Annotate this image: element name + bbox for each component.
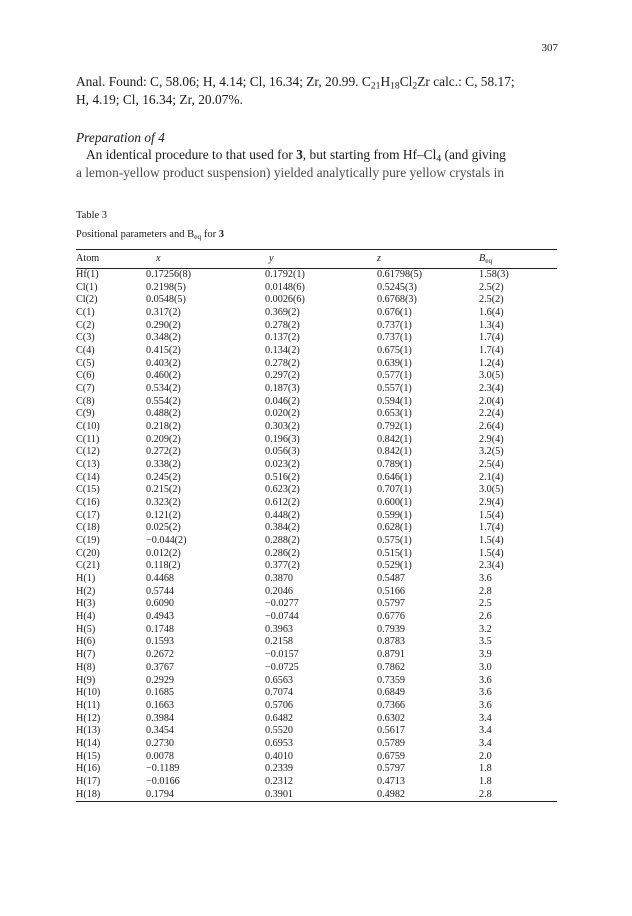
cell-beq: 3.4 xyxy=(479,712,492,724)
cell-x: 0.0548(5) xyxy=(146,294,186,306)
cell-x: 0.403(2) xyxy=(146,357,181,369)
cell-atom: C(4) xyxy=(76,345,95,357)
table-title-subscript: eq xyxy=(194,231,202,241)
cell-beq: 2.0(4) xyxy=(479,395,504,407)
cell-y: 0.6482 xyxy=(265,712,294,724)
cell-y: −0.0157 xyxy=(265,649,299,661)
cell-beq: 1.5(4) xyxy=(479,535,504,547)
cell-atom: H(10) xyxy=(76,687,101,699)
cell-y: 0.3870 xyxy=(265,573,294,585)
cell-atom: H(4) xyxy=(76,611,96,623)
table-row xyxy=(76,370,557,383)
paragraph-text: , but starting from Hf–Cl xyxy=(302,147,437,162)
cell-atom: C(10) xyxy=(76,421,100,433)
cell-atom: C(13) xyxy=(76,459,100,471)
cell-y: −0.0744 xyxy=(265,611,299,623)
cell-x: 0.209(2) xyxy=(146,433,181,445)
cell-z: 0.6849 xyxy=(377,687,406,699)
table-row xyxy=(76,649,557,662)
cell-y: 0.278(2) xyxy=(265,357,300,369)
cell-atom: C(6) xyxy=(76,370,95,382)
cell-atom: H(17) xyxy=(76,775,101,787)
cell-z: 0.6759 xyxy=(377,750,406,762)
table-row xyxy=(76,383,557,396)
header-beq-subscript: eq xyxy=(485,255,493,265)
cell-y: 0.516(2) xyxy=(265,471,300,483)
cell-z: 0.5487 xyxy=(377,573,406,585)
cell-y: 0.0026(6) xyxy=(265,294,305,306)
cell-x: 0.415(2) xyxy=(146,345,181,357)
cell-z: 0.61798(5) xyxy=(377,269,422,280)
cell-x: 0.488(2) xyxy=(146,408,181,420)
cell-x: 0.554(2) xyxy=(146,395,181,407)
cell-beq: 1.3(4) xyxy=(479,319,504,331)
cell-beq: 3.6 xyxy=(479,674,492,686)
table-row xyxy=(76,358,557,371)
cell-z: 0.737(1) xyxy=(377,319,412,331)
cell-z: 0.529(1) xyxy=(377,560,412,572)
table-row xyxy=(76,408,557,421)
cell-atom: H(11) xyxy=(76,699,100,711)
cell-atom: H(14) xyxy=(76,737,101,749)
cell-y: 0.134(2) xyxy=(265,345,300,357)
cell-atom: C(19) xyxy=(76,535,100,547)
cell-atom: C(17) xyxy=(76,509,100,521)
cell-z: 0.676(1) xyxy=(377,307,412,319)
table-body xyxy=(76,269,557,802)
cell-atom: C(21) xyxy=(76,560,100,572)
cell-z: 0.7862 xyxy=(377,661,406,673)
cell-y: 0.187(3) xyxy=(265,383,300,395)
cell-atom: H(1) xyxy=(76,573,96,585)
cell-y: 0.384(2) xyxy=(265,522,300,534)
table-row xyxy=(76,421,557,434)
positional-parameters-table xyxy=(76,249,557,802)
cell-x: 0.272(2) xyxy=(146,446,181,458)
cell-z: 0.7359 xyxy=(377,674,406,686)
cell-atom: Hf(1) xyxy=(76,269,99,280)
cell-atom: C(9) xyxy=(76,408,95,420)
cell-x: 0.2198(5) xyxy=(146,281,186,293)
cell-atom: H(2) xyxy=(76,585,96,597)
table-row xyxy=(76,320,557,333)
cell-y: 0.196(3) xyxy=(265,433,300,445)
cell-z: 0.737(1) xyxy=(377,332,412,344)
table-row xyxy=(76,662,557,675)
header-x xyxy=(146,250,265,269)
cell-atom: H(18) xyxy=(76,789,146,802)
cell-beq: 3.6 xyxy=(479,699,492,711)
cell-z: 0.7366 xyxy=(377,699,406,711)
cell-x: 0.1593 xyxy=(146,636,175,648)
cell-beq: 2.0 xyxy=(479,750,492,762)
cell-x: 0.4943 xyxy=(146,611,175,623)
cell-x: −0.044(2) xyxy=(146,535,187,547)
cell-y: 0.2339 xyxy=(265,763,294,775)
analysis-calc: calc.: C, 58.17; xyxy=(429,74,515,89)
header-x-label: x xyxy=(156,253,161,264)
cell-z: 0.8783 xyxy=(377,636,406,648)
cell-atom: C(12) xyxy=(76,446,100,458)
table-row xyxy=(76,751,557,764)
table-row xyxy=(76,497,557,510)
cell-x: −0.0166 xyxy=(146,775,180,787)
cell-y: 0.1792(1) xyxy=(265,269,305,280)
compound-ref: 3 xyxy=(296,147,303,162)
cell-y: 0.297(2) xyxy=(265,370,300,382)
cell-z: 0.842(1) xyxy=(377,446,412,458)
table-row xyxy=(76,586,557,599)
cell-x: 0.317(2) xyxy=(146,307,181,319)
cell-y: 0.5520 xyxy=(265,725,294,737)
cell-z: 0.628(1) xyxy=(377,522,412,534)
table-row xyxy=(76,636,557,649)
table-row xyxy=(76,434,557,447)
table-row xyxy=(76,535,557,548)
cell-atom: H(16) xyxy=(76,763,101,775)
header-z-label: z xyxy=(377,253,381,264)
cell-atom: H(6) xyxy=(76,636,96,648)
cell-y: 0.023(2) xyxy=(265,459,300,471)
cell-x: 0.118(2) xyxy=(146,560,181,572)
cell-beq: 3.4 xyxy=(479,737,492,749)
cell-z: 0.7939 xyxy=(377,623,406,635)
cell-x: 0.121(2) xyxy=(146,509,181,521)
cell-z: 0.5166 xyxy=(377,585,406,597)
cell-beq: 3.2(5) xyxy=(479,446,504,458)
paragraph-text: An identical procedure to that used for xyxy=(86,147,297,162)
table-title-text: for xyxy=(201,229,219,240)
cell-beq: 3.0 xyxy=(479,661,492,673)
header-z xyxy=(377,250,479,269)
table-row xyxy=(76,560,557,573)
formula-subscript: 18 xyxy=(390,80,400,92)
cell-atom: C(1) xyxy=(76,307,95,319)
cell-beq: 1.7(4) xyxy=(479,332,504,344)
cell-z: 0.575(1) xyxy=(377,535,412,547)
table-row xyxy=(76,763,557,776)
table-row xyxy=(76,472,557,485)
table-row xyxy=(76,624,557,637)
cell-x: 0.1794 xyxy=(146,789,265,802)
cell-beq: 2.8 xyxy=(479,789,557,802)
cell-beq: 1.8 xyxy=(479,763,492,775)
cell-x: 0.2672 xyxy=(146,649,175,661)
cell-x: 0.025(2) xyxy=(146,522,181,534)
cell-y: 0.2046 xyxy=(265,585,294,597)
cell-z: 0.653(1) xyxy=(377,408,412,420)
cell-x: 0.2929 xyxy=(146,674,175,686)
cell-x: 0.3767 xyxy=(146,661,175,673)
table-row xyxy=(76,725,557,738)
analysis-found: Anal. Found: C, 58.06; H, 4.14; Cl, 16.34; Zr, 20.99. C xyxy=(76,74,371,89)
table-row xyxy=(76,598,557,611)
table-row xyxy=(76,446,557,459)
cell-y: 0.6953 xyxy=(265,737,294,749)
formula-zr: Zr xyxy=(417,74,430,89)
cell-atom: H(5) xyxy=(76,623,96,635)
cell-atom: C(11) xyxy=(76,433,100,445)
cell-z: 0.600(1) xyxy=(377,497,412,509)
cell-x: 0.012(2) xyxy=(146,547,181,559)
cell-z: 0.515(1) xyxy=(377,547,412,559)
table-row xyxy=(76,548,557,561)
page-number: 307 xyxy=(541,42,558,54)
cell-x: 0.290(2) xyxy=(146,319,181,331)
cell-atom: H(3) xyxy=(76,598,96,610)
table-label: Table 3 xyxy=(76,210,108,221)
table-row xyxy=(76,269,557,282)
table-row xyxy=(76,396,557,409)
table-title xyxy=(76,229,224,240)
cell-y: 0.303(2) xyxy=(265,421,300,433)
table-row xyxy=(76,776,557,789)
cell-y: 0.020(2) xyxy=(265,408,300,420)
cell-z: 0.577(1) xyxy=(377,370,412,382)
cell-z: 0.4713 xyxy=(377,775,406,787)
cell-x: −0.1189 xyxy=(146,763,180,775)
paragraph-subscript: 4 xyxy=(436,153,442,165)
cell-atom: Cl(2) xyxy=(76,294,98,306)
cell-beq: 2.5(4) xyxy=(479,459,504,471)
table-row xyxy=(76,332,557,345)
table-row xyxy=(76,282,557,295)
table-row xyxy=(76,510,557,523)
cell-atom: H(8) xyxy=(76,661,96,673)
cell-beq: 2.2(4) xyxy=(479,408,504,420)
cell-beq: 3.9 xyxy=(479,649,492,661)
cell-x: 0.245(2) xyxy=(146,471,181,483)
table-row xyxy=(76,611,557,624)
cell-y: 0.286(2) xyxy=(265,547,300,559)
cell-z: 0.792(1) xyxy=(377,421,412,433)
cell-y: 0.2158 xyxy=(265,636,294,648)
paragraph-text: (and giving xyxy=(441,147,506,162)
cell-beq: 3.5 xyxy=(479,636,492,648)
cell-y: 0.3901 xyxy=(265,789,377,802)
cell-y: −0.0277 xyxy=(265,598,299,610)
header-atom: Atom xyxy=(76,250,146,269)
cell-atom: C(2) xyxy=(76,319,95,331)
cell-z: 0.789(1) xyxy=(377,459,412,471)
header-y xyxy=(265,250,377,269)
cell-beq: 3.6 xyxy=(479,687,492,699)
cell-y: 0.7074 xyxy=(265,687,294,699)
cell-beq: 2.6 xyxy=(479,611,492,623)
table-title-text: Positional parameters and B xyxy=(76,229,195,240)
cell-x: 0.4468 xyxy=(146,573,175,585)
cell-x: 0.348(2) xyxy=(146,332,181,344)
cell-z: 0.675(1) xyxy=(377,345,412,357)
cell-z: 0.6768(3) xyxy=(377,294,417,306)
cell-atom: H(7) xyxy=(76,649,96,661)
table-row xyxy=(76,459,557,472)
cell-y: 0.056(3) xyxy=(265,446,300,458)
cell-x: 0.1663 xyxy=(146,699,175,711)
cell-x: 0.6090 xyxy=(146,598,175,610)
cell-x: 0.1748 xyxy=(146,623,175,635)
cell-x: 0.5744 xyxy=(146,585,175,597)
cell-beq: 3.4 xyxy=(479,725,492,737)
cell-beq: 3.2 xyxy=(479,623,492,635)
cell-beq: 2.9(4) xyxy=(479,497,504,509)
table-row xyxy=(76,789,557,802)
cell-z: 0.8791 xyxy=(377,649,406,661)
cell-atom: H(13) xyxy=(76,725,101,737)
cell-atom: C(14) xyxy=(76,471,100,483)
header-beq-label: B xyxy=(479,253,486,264)
cell-beq: 1.2(4) xyxy=(479,357,504,369)
cell-x: 0.338(2) xyxy=(146,459,181,471)
section-heading: Preparation of 4 xyxy=(76,130,165,145)
cell-atom: H(9) xyxy=(76,674,96,686)
cell-y: 0.3963 xyxy=(265,623,294,635)
cell-beq: 3.6 xyxy=(479,573,492,585)
cell-y: 0.612(2) xyxy=(265,497,300,509)
table-row xyxy=(76,700,557,713)
cell-y: 0.6563 xyxy=(265,674,294,686)
cell-beq: 2.5(2) xyxy=(479,281,504,293)
cell-x: 0.3984 xyxy=(146,712,175,724)
cell-x: 0.534(2) xyxy=(146,383,181,395)
cell-beq: 2.6(4) xyxy=(479,421,504,433)
cell-atom: C(7) xyxy=(76,383,95,395)
cell-atom: C(5) xyxy=(76,357,95,369)
header-beq xyxy=(479,250,557,269)
cell-x: 0.0078 xyxy=(146,750,175,762)
cell-z: 0.599(1) xyxy=(377,509,412,521)
cell-z: 0.5617 xyxy=(377,725,406,737)
cell-y: 0.288(2) xyxy=(265,535,300,547)
cell-z: 0.5789 xyxy=(377,737,406,749)
table-row xyxy=(76,738,557,751)
formula-h: H xyxy=(380,74,391,89)
cell-y: 0.623(2) xyxy=(265,484,300,496)
cell-beq: 2.8 xyxy=(479,585,492,597)
table-row xyxy=(76,713,557,726)
header-y-label: y xyxy=(269,253,274,264)
cell-beq: 3.0(5) xyxy=(479,370,504,382)
cell-beq: 2.9(4) xyxy=(479,433,504,445)
formula-subscript: 2 xyxy=(412,80,418,92)
cell-z: 0.639(1) xyxy=(377,357,412,369)
cell-y: 0.4010 xyxy=(265,750,294,762)
table-row xyxy=(76,294,557,307)
cell-z: 0.5245(3) xyxy=(377,281,417,293)
cell-atom: C(20) xyxy=(76,547,100,559)
cell-y: 0.377(2) xyxy=(265,560,300,572)
formula-subscript: 21 xyxy=(370,80,381,92)
cell-beq: 1.58(3) xyxy=(479,269,509,280)
table-row xyxy=(76,687,557,700)
cell-z: 0.5797 xyxy=(377,763,406,775)
cell-x: 0.2730 xyxy=(146,737,175,749)
table-row xyxy=(76,573,557,586)
table-row xyxy=(76,675,557,688)
cell-beq: 2.1(4) xyxy=(479,471,504,483)
procedure-paragraph xyxy=(76,146,558,182)
cell-z: 0.6776 xyxy=(377,611,406,623)
cell-y: 0.278(2) xyxy=(265,319,300,331)
cell-atom: C(15) xyxy=(76,484,100,496)
analysis-line-2: H, 4.19; Cl, 16.34; Zr, 20.07%. xyxy=(76,92,243,107)
paragraph-line-2: a lemon-yellow product suspension) yielded analytically pure yellow crystals in xyxy=(76,165,505,180)
cell-z: 0.842(1) xyxy=(377,433,412,445)
table-row xyxy=(76,484,557,497)
cell-atom: H(15) xyxy=(76,750,101,762)
cell-beq: 1.5(4) xyxy=(479,509,504,521)
cell-z: 0.557(1) xyxy=(377,383,412,395)
cell-beq: 2.5(2) xyxy=(479,294,504,306)
cell-z: 0.4982 xyxy=(377,789,479,802)
cell-y: 0.448(2) xyxy=(265,509,300,521)
cell-x: 0.218(2) xyxy=(146,421,181,433)
cell-z: 0.594(1) xyxy=(377,395,412,407)
cell-atom: H(12) xyxy=(76,712,101,724)
cell-x: 0.323(2) xyxy=(146,497,181,509)
cell-beq: 2.3(4) xyxy=(479,560,504,572)
cell-x: 0.460(2) xyxy=(146,370,181,382)
cell-x: 0.215(2) xyxy=(146,484,181,496)
table-title-compound: 3 xyxy=(218,229,224,240)
cell-z: 0.5797 xyxy=(377,598,406,610)
cell-z: 0.646(1) xyxy=(377,471,412,483)
cell-x: 0.3454 xyxy=(146,725,175,737)
cell-atom: Cl(1) xyxy=(76,281,98,293)
cell-atom: C(18) xyxy=(76,522,100,534)
table-row xyxy=(76,307,557,320)
cell-z: 0.6302 xyxy=(377,712,406,724)
cell-beq: 1.5(4) xyxy=(479,547,504,559)
cell-y: 0.369(2) xyxy=(265,307,300,319)
cell-atom: C(3) xyxy=(76,332,95,344)
cell-x: 0.17256(8) xyxy=(146,269,191,280)
table-row xyxy=(76,345,557,358)
formula-cl: Cl xyxy=(399,74,413,89)
cell-y: 0.046(2) xyxy=(265,395,300,407)
cell-beq: 3.0(5) xyxy=(479,484,504,496)
cell-z: 0.707(1) xyxy=(377,484,412,496)
cell-atom: C(16) xyxy=(76,497,100,509)
cell-beq: 1.8 xyxy=(479,775,492,787)
cell-y: −0.0725 xyxy=(265,661,299,673)
cell-beq: 1.7(4) xyxy=(479,522,504,534)
cell-beq: 1.6(4) xyxy=(479,307,504,319)
cell-y: 0.5706 xyxy=(265,699,294,711)
cell-beq: 1.7(4) xyxy=(479,345,504,357)
data-table xyxy=(76,249,557,802)
table-row xyxy=(76,522,557,535)
cell-y: 0.0148(6) xyxy=(265,281,305,293)
cell-y: 0.137(2) xyxy=(265,332,300,344)
cell-beq: 2.5 xyxy=(479,598,492,610)
cell-y: 0.2312 xyxy=(265,775,294,787)
cell-beq: 2.3(4) xyxy=(479,383,504,395)
table-header-row xyxy=(76,250,557,269)
cell-x: 0.1685 xyxy=(146,687,175,699)
analysis-text xyxy=(76,73,558,109)
cell-atom: C(8) xyxy=(76,395,95,407)
